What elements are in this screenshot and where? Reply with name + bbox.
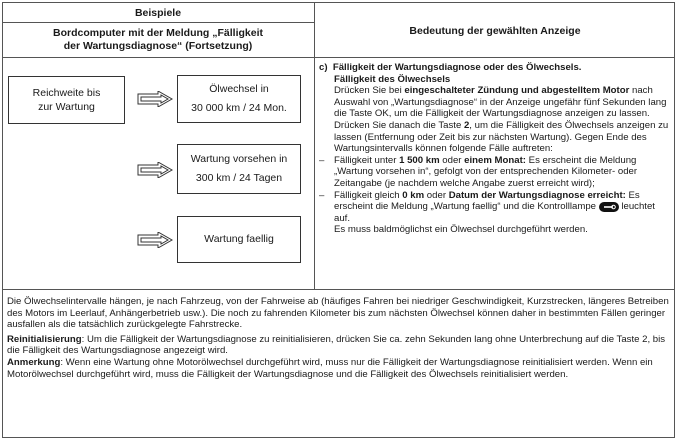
display-service-line1: Wartung vorsehen in bbox=[190, 153, 288, 165]
double-arrow-icon bbox=[137, 162, 173, 178]
header-subtitle-line2: der Wartungsdiagnose“ (Fortsetzung) bbox=[63, 40, 253, 52]
meaning-heading: c) Fälligkeit der Wartungsdiagnose oder des Ölwechsels. bbox=[319, 62, 582, 73]
display-service-due bbox=[177, 216, 301, 263]
display-service-line2: 300 km / 24 Tagen bbox=[195, 172, 283, 184]
meaning-subheading: Fälligkeit des Ölwechsels bbox=[334, 73, 451, 85]
notes-reinit: Reinitialisierung: Um die Fälligkeit der Wartungsdiagnose zu reinitialisieren, drücken Sie ca. zehn Sekunden lang ohne Unterbrechung auf die Taste 2, bis die Fälligkeit des Wartungsdiagnose angezeigt wird. bbox=[7, 333, 666, 357]
display-range-to-service bbox=[8, 76, 125, 124]
wrench-warning-lamp-icon bbox=[599, 202, 619, 212]
display-oil-line2: 30 000 km / 24 Mon. bbox=[191, 102, 287, 114]
meaning-text bbox=[319, 62, 672, 236]
header-divider-left bbox=[2, 22, 315, 23]
display-due-label: Wartung faellig bbox=[204, 233, 274, 245]
display-oil-change bbox=[177, 75, 301, 123]
double-arrow-icon bbox=[137, 232, 173, 248]
header-meaning: Bedeutung der gewählten Anzeige bbox=[409, 25, 581, 37]
body-divider bbox=[2, 289, 675, 290]
display-range-line1: Reichweite bis bbox=[32, 86, 101, 99]
notes-intervals: Die Ölwechselintervalle hängen, je nach Fahrzeug, von der Fahrweise ab (häufiges Fahren bei niedriger Geschwindigkeit, Kurzstrecken, längeres Betreiben des Motors im Leerlauf, Anhängerbetrieb usw.). Die noch zu fahrenden Kilometer bis zum nächsten Ölwechsel können daher in bestimmten Fällen geringer ausfallen als die tatsächlich zurückgelegte Fahrstrecke. bbox=[7, 296, 669, 331]
meaning-closing: Es muss baldmöglichst ein Ölwechsel durchgeführt werden. bbox=[334, 224, 588, 236]
meaning-list-item-2: – Fälligkeit gleich 0 km oder Datum der Wartungsdiagnose erreicht: Es erscheint die Meldung „Wartung faellig“ und die Kontrolllampe leuchtet auf. bbox=[319, 189, 655, 224]
column-divider bbox=[314, 2, 315, 289]
header-subtitle-line1: Bordcomputer mit der Meldung „Fälligkeit bbox=[52, 27, 263, 39]
display-oil-line1: Ölwechsel in bbox=[209, 83, 269, 95]
notes-section bbox=[7, 296, 670, 380]
meaning-paragraph: Drücken Sie bei eingeschalteter Zündung und abgestelltem Motor nach Auswahl von „Wartungsdiagnose“ in der Anzeige ungefähr fünf Sekunden lang die Taste OK, um die Fälligkeit der Wartungsdiagnose anzeigen zu lassen. Drücken Sie danach die Taste 2, um die Fälligkeit des Ölwechsels anzeigen zu lassen (Entfernung oder Zeit bis zur nächsten Wartung). Gegen Ende des Wartungsintervalls können folgende Fälle auftreten: bbox=[334, 85, 669, 155]
header-examples: Beispiele bbox=[134, 7, 182, 19]
double-arrow-icon bbox=[137, 91, 173, 107]
header-divider bbox=[2, 57, 675, 58]
display-service-due-in bbox=[177, 144, 301, 194]
notes-remark: Anmerkung: Wenn eine Wartung ohne Motorölwechsel durchgeführt wird, muss nur die Fälligkeit der Wartungsdiagnose reinitialisiert werden. Wenn ein Motorölwechsel durchgeführt wird, muss die Fälligkeit der Wartungsdiagnose und die Fälligkeit des Ölwechsels reinitialisiert werden. bbox=[7, 356, 653, 380]
meaning-list-item-1: – Fälligkeit unter 1 500 km oder einem Monat: Es erscheint die Meldung „Wartung vorsehen in“, gefolgt von der entsprechenden Kilometer- oder Zeitangabe (je nachdem welche Angabe zuerst erreicht wird); bbox=[319, 154, 638, 189]
display-range-line2: zur Wartung bbox=[38, 100, 95, 113]
